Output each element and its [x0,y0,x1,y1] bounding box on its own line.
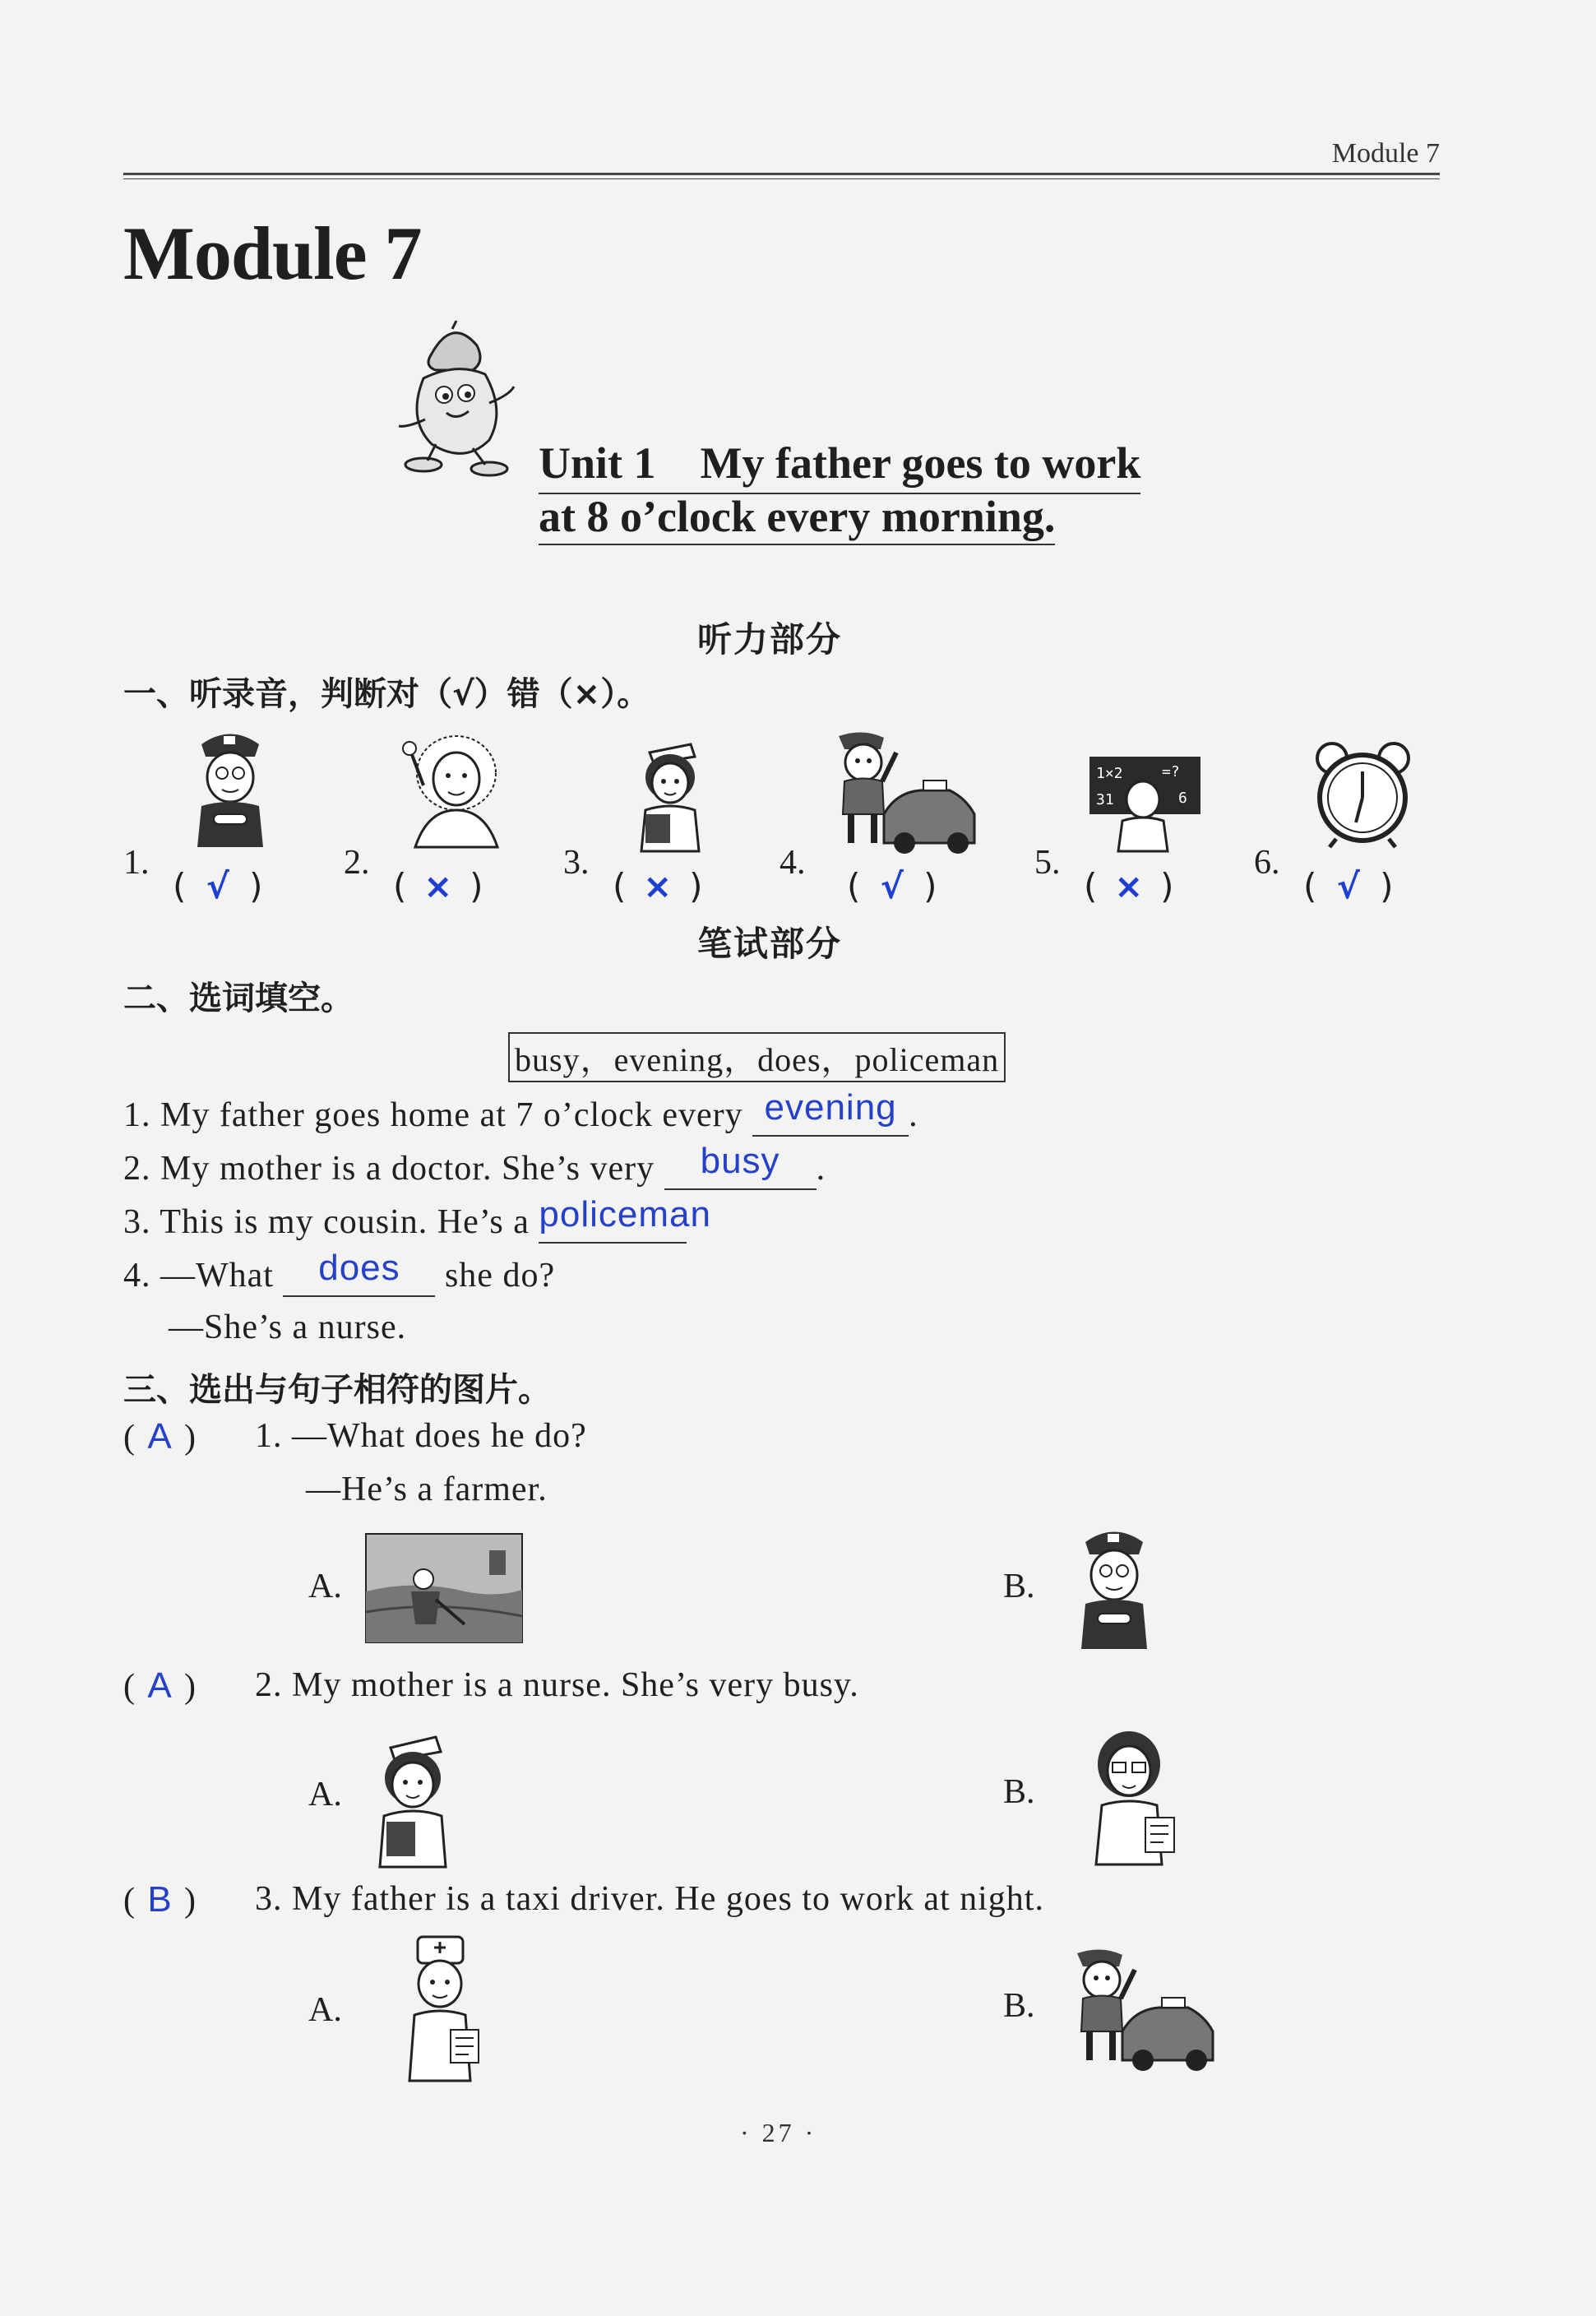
fill-item-4 [123,1248,556,1297]
choice-3-option-a: A. [308,1991,342,2029]
choice-1-option-b: B. [1003,1568,1035,1605]
listening-heading: 听力部分 [697,619,843,660]
fill-blank-1[interactable] [752,1087,909,1137]
doctor-picture[interactable] [1081,1723,1184,1864]
module-title: Module 7 [123,211,422,295]
fill-blank-4[interactable] [283,1248,435,1297]
listen-answer-3-value: × [643,866,673,906]
doctor-cap-picture[interactable] [393,1933,492,2081]
choice-3-paren: ( B ) [123,1879,196,1920]
fill-item-4-suffix: she do? [444,1257,556,1295]
page-number: · 27 · [740,2118,817,2147]
farmer-picture[interactable] [366,1534,522,1642]
fill-answer-2: busy [700,1141,780,1181]
fill-blank-3[interactable] [539,1194,711,1244]
part3-title: 三、选出与句子相符的图片。 [123,1371,551,1409]
nurse-icon [625,732,715,851]
choice-2-answer: A [147,1665,172,1706]
choice-3-answer: B [147,1879,172,1920]
alarm-clock-icon [1311,740,1414,847]
fill-item-1-prefix: 1. My father goes home at 7 o’clock every [123,1096,743,1134]
unit-title-line1: Unit 1 My father goes to work [539,428,1140,494]
listen-answer-3: ( × ) [613,866,703,906]
choice-2-paren: ( A ) [123,1665,196,1706]
listen-answer-6: ( √ ) [1303,866,1394,906]
choice-2-option-b: B. [1003,1773,1035,1811]
choice-1-question: 1. —What does he do? [255,1417,587,1455]
fill-item-2 [123,1141,826,1190]
choice-3-option-b: B. [1003,1987,1035,2025]
header-rule [123,173,1440,175]
policeman-icon [181,724,280,847]
fill-answer-4: does [318,1248,400,1288]
listen-num-2: 2. [344,844,370,882]
unit-title-line2: at 8 o’clock every morning. [539,491,1055,545]
fill-item-3-prefix: 3. This is my cousin. He’s a [123,1203,530,1241]
choice-1-option-a: A. [308,1568,342,1605]
fill-answer-1: evening [764,1087,897,1128]
mascot-icon [374,321,530,485]
fill-item-2-prefix: 2. My mother is a doctor. She’s very [123,1150,655,1188]
listen-answer-6-value: √ [1336,866,1360,906]
svg-text:6: 6 [1178,790,1187,807]
listen-num-5: 5. [1034,844,1061,882]
fill-item-2-suffix: . [816,1150,826,1188]
running-header: Module 7 [1331,138,1440,169]
fill-item-4-prefix: 4. —What [123,1257,274,1295]
listen-answer-5: ( × ) [1084,866,1174,906]
listen-num-1: 1. [123,844,150,882]
taxi-driver-icon [826,728,978,851]
woman-icon [395,728,510,847]
header-rule-thin [123,178,1440,179]
writing-heading: 笔试部分 [697,924,843,964]
svg-text:31: 31 [1096,791,1114,808]
policeman-picture[interactable] [1065,1522,1163,1649]
choice-1-answer-line: —He’s a farmer. [306,1471,548,1508]
part2-title: 二、选词填空。 [123,980,354,1017]
fill-answer-3: policeman [539,1194,711,1234]
fill-item-4-line2: —She’s a nurse. [169,1309,407,1346]
fill-blank-2[interactable] [664,1141,817,1190]
choice-2-question: 2. My mother is a nurse. She’s very busy. [255,1666,859,1704]
listen-answer-2: ( × ) [393,866,483,906]
svg-text:1×2: 1×2 [1096,765,1123,782]
nurse-picture[interactable] [362,1727,465,1867]
listen-answer-2-value: × [423,866,453,906]
fill-item-1 [123,1087,918,1137]
listen-answer-4: ( √ ) [847,866,937,906]
listen-answer-1-value: √ [206,866,229,906]
taxi-driver-picture[interactable] [1065,1945,1217,2068]
word-bank: busy，evening，does，policeman [508,1032,1006,1082]
choice-1-answer: A [147,1416,172,1457]
teacher-icon [1089,757,1200,851]
fill-item-3 [123,1194,711,1244]
part1-title: 一、听录音，判断对（√）错（×）。 [123,675,650,713]
choice-1-paren: ( A ) [123,1416,196,1457]
listen-answer-4-value: √ [880,866,904,906]
listen-answer-5-value: × [1114,866,1144,906]
listen-answer-1: ( √ ) [173,866,263,906]
choice-2-option-a: A. [308,1776,342,1813]
fill-item-1-suffix: . [909,1096,918,1134]
listen-num-3: 3. [563,844,590,882]
listen-num-4: 4. [779,844,806,882]
svg-text:=?: =? [1162,763,1180,780]
choice-3-question: 3. My father is a taxi driver. He goes to work at night. [255,1880,1044,1918]
listen-num-6: 6. [1254,844,1280,882]
